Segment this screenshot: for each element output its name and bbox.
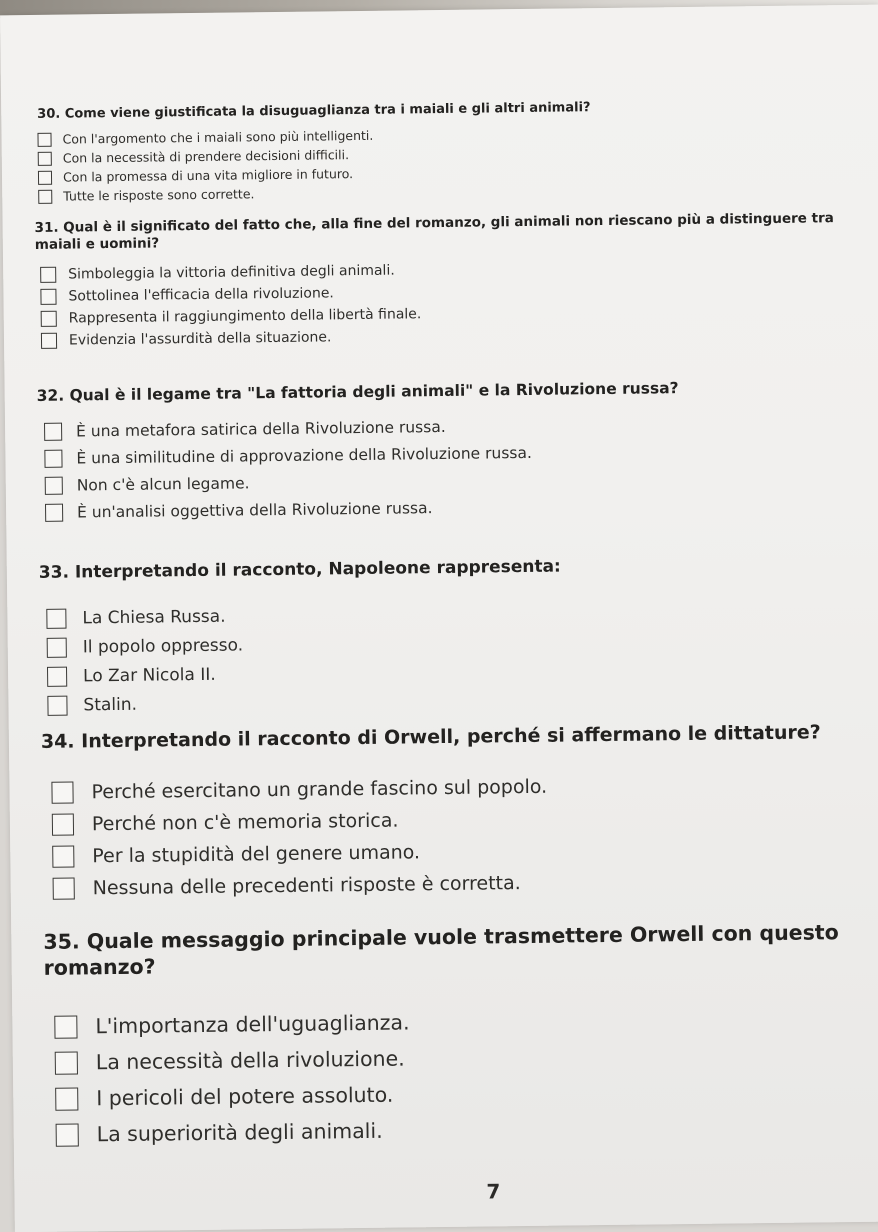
- answer-label: È una similitudine di approvazione della Rivoluzione russa.: [76, 443, 532, 468]
- question-33: [39, 553, 861, 720]
- question-34: [41, 721, 873, 905]
- answer-label: La necessità della rivoluzione.: [95, 1046, 405, 1075]
- checkbox[interactable]: [40, 288, 56, 304]
- checkbox[interactable]: [41, 332, 57, 348]
- question-30: [37, 97, 838, 206]
- worksheet-page: [0, 5, 878, 1232]
- answer-options: [40, 254, 856, 352]
- checkbox[interactable]: [45, 504, 63, 522]
- answer-label: Simboleggia la vittoria definitiva degli animali.: [68, 262, 395, 283]
- question-35: [43, 920, 878, 1153]
- question-title: 35. Quale messaggio principale vuole trasmettere Orwell con questo romanzo?: [43, 920, 839, 980]
- answer-label: I pericoli del potere assoluto.: [96, 1082, 394, 1111]
- answer-label: Con la necessità di prendere decisioni difficili.: [62, 147, 350, 166]
- checkbox[interactable]: [53, 877, 75, 899]
- answer-label: Perché esercitano un grande fascino sul popolo.: [91, 775, 548, 804]
- checkbox[interactable]: [47, 695, 67, 715]
- question-title: 34. Interpretando il racconto di Orwell, perché si affermano le dittature?: [40, 721, 821, 753]
- question-title: 32. Qual è il legame tra "La fattoria degli animali" e la Rivoluzione russa?: [36, 379, 679, 405]
- checkbox[interactable]: [46, 608, 66, 628]
- answer-label: Evidenzia l'assurdità della situazione.: [68, 329, 332, 349]
- answer-options: [44, 408, 858, 526]
- answer-options: [46, 594, 860, 720]
- checkbox[interactable]: [38, 170, 52, 184]
- answer-label: Il popolo oppresso.: [82, 635, 244, 658]
- answer-label: Perché non c'è memoria storica.: [91, 809, 399, 836]
- question-31: [35, 210, 857, 352]
- question-title: 31. Qual è il significato del fatto che, alla fine del romanzo, gli animali non riescano più a distinguere tra maiali e uomini?: [34, 210, 834, 253]
- answer-label: Rappresenta il raggiungimento della libertà finale.: [68, 305, 422, 327]
- checkbox[interactable]: [56, 1123, 79, 1146]
- answer-label: È una metafora satirica della Rivoluzione russa.: [76, 417, 446, 441]
- checkbox[interactable]: [47, 666, 67, 686]
- checkbox[interactable]: [38, 189, 52, 203]
- checkbox[interactable]: [55, 1051, 78, 1074]
- checkbox[interactable]: [40, 266, 56, 282]
- answer-label: Lo Zar Nicola II.: [82, 664, 216, 687]
- checkbox[interactable]: [54, 1015, 77, 1038]
- answer-label: La Chiesa Russa.: [82, 606, 226, 629]
- answer-options: [54, 999, 878, 1153]
- checkbox[interactable]: [52, 845, 74, 867]
- answer-label: Con l'argomento che i maiali sono più intelligenti.: [62, 128, 374, 147]
- answer-label: È un'analisi oggettiva della Rivoluzione russa.: [77, 498, 433, 522]
- answer-label: Nessuna delle precedenti risposte è corretta.: [92, 871, 521, 900]
- checkbox[interactable]: [37, 132, 51, 146]
- answer-label: Con la promessa di una vita migliore in futuro.: [62, 166, 354, 185]
- answer-label: Stalin.: [83, 694, 138, 716]
- question-title: 33. Interpretando il racconto, Napoleone rappresenta:: [38, 556, 561, 583]
- answer-options: [51, 767, 873, 905]
- answer-label: L'importanza dell'uguaglianza.: [95, 1010, 410, 1039]
- checkbox[interactable]: [52, 813, 74, 835]
- checkbox[interactable]: [55, 1087, 78, 1110]
- answer-label: La superiorità degli animali.: [96, 1119, 383, 1147]
- answer-options: [37, 120, 838, 206]
- checkbox[interactable]: [47, 637, 67, 657]
- page-number: 7: [486, 1179, 501, 1204]
- answer-label: Sottolinea l'efficacia della rivoluzione.: [68, 285, 334, 305]
- checkbox[interactable]: [44, 450, 62, 468]
- answer-label: Non c'è alcun legame.: [76, 474, 250, 495]
- question-title: 30. Come viene giustificata la disuguaglianza tra i maiali e gli altri animali?: [37, 100, 591, 122]
- answer-label: Tutte le risposte sono corrette.: [63, 186, 255, 204]
- question-32: [37, 377, 859, 526]
- checkbox[interactable]: [38, 151, 52, 165]
- checkbox[interactable]: [44, 423, 62, 441]
- checkbox[interactable]: [51, 781, 73, 803]
- answer-label: Per la stupidità del genere umano.: [92, 841, 421, 868]
- checkbox[interactable]: [45, 477, 63, 495]
- checkbox[interactable]: [41, 310, 57, 326]
